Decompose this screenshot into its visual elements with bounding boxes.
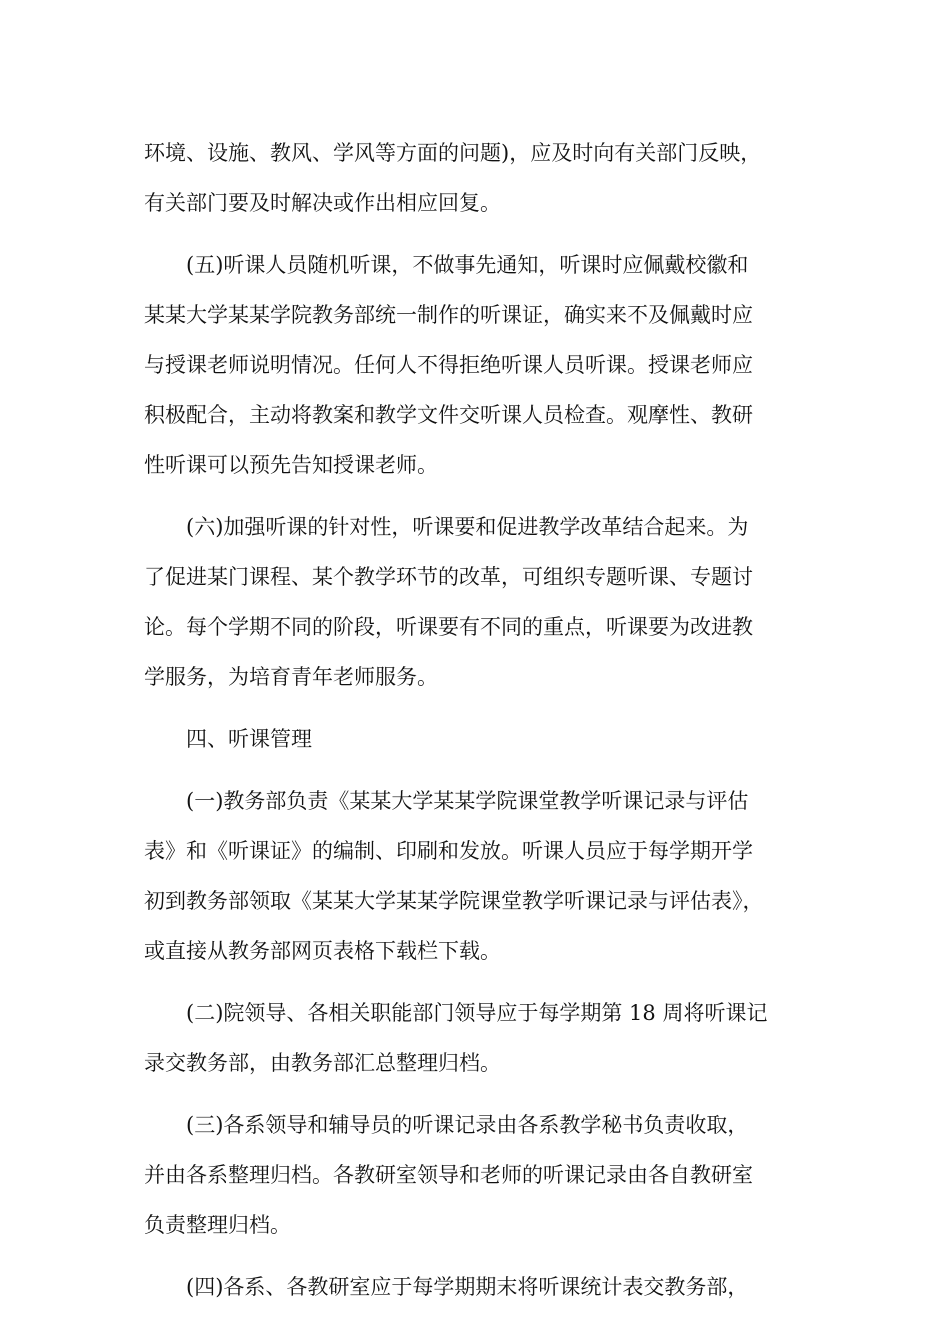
text-line: 初到教务部领取《某某大学某某学院课堂教学听课记录与评估表》， bbox=[144, 889, 764, 913]
text-line: 性听课可以预先告知授课老师。 bbox=[144, 453, 438, 477]
text-line: (三)各系领导和辅导员的听课记录由各系教学秘书负责收取， bbox=[186, 1113, 749, 1137]
paragraph bbox=[144, 502, 812, 702]
paragraph bbox=[144, 714, 812, 764]
text-line: 四、听课管理 bbox=[186, 727, 312, 751]
text-line: 表》和《听课证》的编制、印刷和发放。听课人员应于每学期开学 bbox=[144, 839, 753, 863]
paragraph bbox=[144, 240, 812, 490]
text-line: (四)各系、各教研室应于每学期期末将听课统计表交教务部， bbox=[186, 1275, 749, 1299]
text-line: 论。每个学期不同的阶段，听课要有不同的重点，听课要为改进教 bbox=[144, 615, 753, 639]
paragraph bbox=[144, 128, 812, 228]
text-line: 学服务，为培育青年老师服务。 bbox=[144, 665, 438, 689]
paragraph bbox=[144, 988, 812, 1088]
text-line: 环境、设施、教风、学风等方面的问题)，应及时向有关部门反映， bbox=[144, 141, 762, 165]
text-line: 并由各系整理归档。各教研室领导和老师的听课记录由各自教研室 bbox=[144, 1163, 753, 1187]
text-line: (六)加强听课的针对性，听课要和促进教学改革结合起来。为 bbox=[186, 515, 749, 539]
text-line: 积极配合，主动将教案和教学文件交听课人员检查。观摩性、教研 bbox=[144, 403, 753, 427]
text-line: (五)听课人员随机听课，不做事先通知，听课时应佩戴校徽和 bbox=[186, 253, 749, 277]
paragraph bbox=[144, 1100, 812, 1250]
paragraph bbox=[144, 776, 812, 976]
text-line: 录交教务部，由教务部汇总整理归档。 bbox=[144, 1051, 501, 1075]
text-line: 某某大学某某学院教务部统一制作的听课证，确实来不及佩戴时应 bbox=[144, 303, 753, 327]
text-line: 负责整理归档。 bbox=[144, 1213, 291, 1237]
text-line: 与授课老师说明情况。任何人不得拒绝听课人员听课。授课老师应 bbox=[144, 353, 753, 377]
paragraph bbox=[144, 1262, 812, 1312]
text-line: (二)院领导、各相关职能部门领导应于每学期第 18 周将听课记 bbox=[186, 1001, 768, 1025]
text-line: 有关部门要及时解决或作出相应回复。 bbox=[144, 191, 501, 215]
text-line: (一)教务部负责《某某大学某某学院课堂教学听课记录与评估 bbox=[186, 789, 749, 813]
text-line: 或直接从教务部网页表格下载栏下载。 bbox=[144, 939, 501, 963]
text-line: 了促进某门课程、某个教学环节的改革，可组织专题听课、专题讨 bbox=[144, 565, 753, 589]
document-page bbox=[144, 128, 812, 1324]
